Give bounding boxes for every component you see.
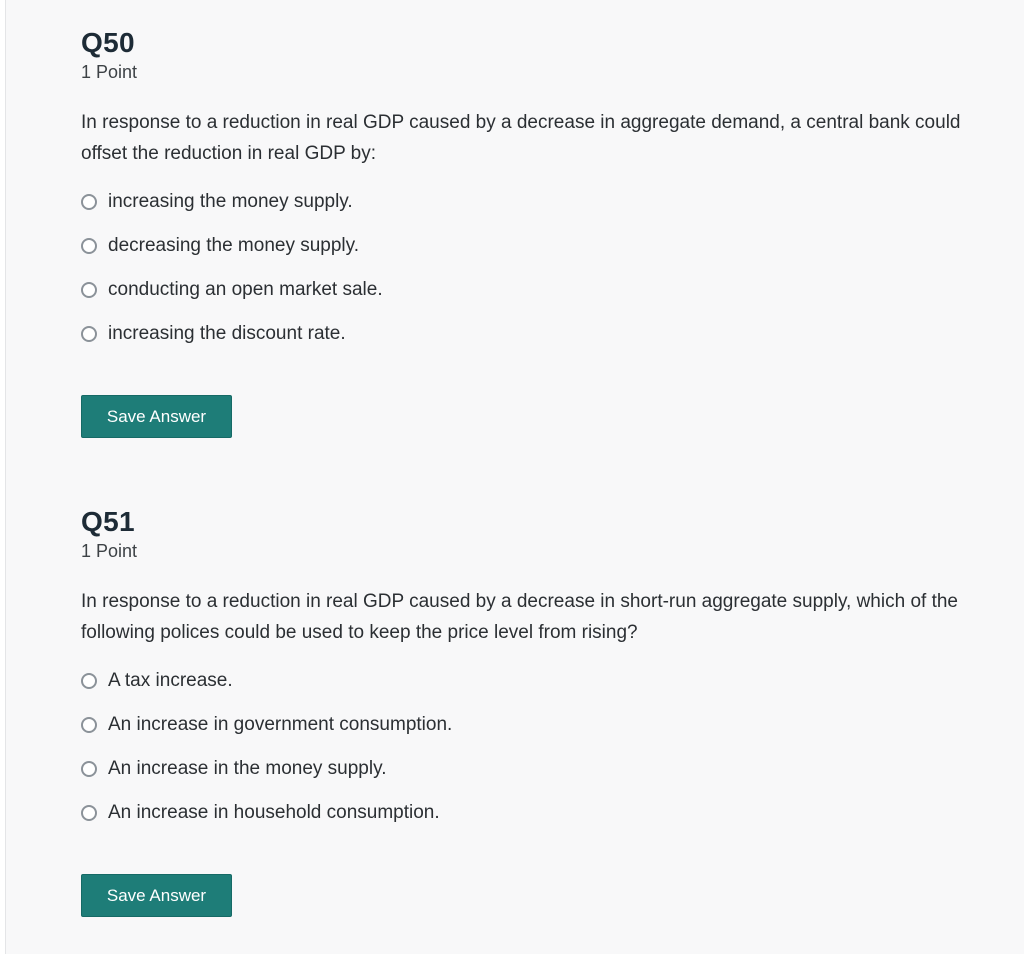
question-text: In response to a reduction in real GDP caused by a decrease in aggregate demand, a central bank could offset the reduction in real GDP by: xyxy=(81,112,961,164)
question-title: Q50 xyxy=(81,27,135,58)
answer-option[interactable] xyxy=(81,791,981,835)
answer-option[interactable] xyxy=(81,703,981,747)
answer-option-label: increasing the discount rate. xyxy=(108,323,346,344)
answer-option-label: An increase in government consumption. xyxy=(108,714,453,735)
save-answer-button[interactable]: Save Answer xyxy=(81,874,232,917)
answer-option-label: A tax increase. xyxy=(108,670,233,691)
radio-button[interactable] xyxy=(81,282,97,298)
radio-button[interactable] xyxy=(81,238,97,254)
radio-button[interactable] xyxy=(81,194,97,210)
radio-button[interactable] xyxy=(81,761,97,777)
answer-option-label: increasing the money supply. xyxy=(108,191,353,212)
radio-button[interactable] xyxy=(81,805,97,821)
question-text: In response to a reduction in real GDP caused by a decrease in short-run aggregate supply, which of the following polices could be used to keep the price level from rising? xyxy=(81,591,958,643)
answer-option[interactable] xyxy=(81,268,981,312)
answer-option-label: conducting an open market sale. xyxy=(108,279,383,300)
answer-options xyxy=(81,180,981,356)
question-points: 1 Point xyxy=(81,62,138,82)
question-title: Q51 xyxy=(81,506,135,537)
answer-options xyxy=(81,659,981,835)
quiz-page xyxy=(5,0,1024,954)
answer-option-label: An increase in household consumption. xyxy=(108,802,440,823)
answer-option[interactable] xyxy=(81,747,981,791)
radio-button[interactable] xyxy=(81,717,97,733)
radio-button[interactable] xyxy=(81,673,97,689)
answer-option-label: decreasing the money supply. xyxy=(108,235,360,256)
answer-option[interactable] xyxy=(81,180,981,224)
radio-button[interactable] xyxy=(81,326,97,342)
answer-option[interactable] xyxy=(81,224,981,268)
answer-option[interactable] xyxy=(81,659,981,703)
answer-option-label: An increase in the money supply. xyxy=(108,758,387,779)
save-answer-button[interactable]: Save Answer xyxy=(81,395,232,438)
question-points: 1 Point xyxy=(81,541,138,561)
question-q50 xyxy=(81,27,981,438)
answer-option[interactable] xyxy=(81,312,981,356)
question-q51 xyxy=(81,506,981,917)
